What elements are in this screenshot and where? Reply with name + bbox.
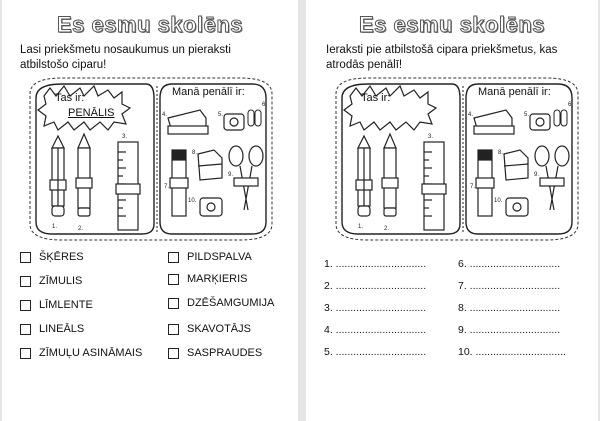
item-number: 9. <box>228 172 234 178</box>
mana-penali-label: Manā penālī ir: <box>172 86 245 98</box>
tas-ir-label: Tas ir: <box>55 92 85 104</box>
checklist-item[interactable]: DZĒŠAMGUMIJA <box>168 297 274 309</box>
answer-line[interactable]: 6. ............................... <box>458 258 561 270</box>
answer-line[interactable]: 1. ............................... <box>324 258 427 270</box>
answer-line[interactable]: 4. ............................... <box>324 324 427 336</box>
item-number: 5. <box>218 112 224 118</box>
item-number: 1. <box>52 224 58 230</box>
checkbox[interactable] <box>168 324 179 335</box>
item-number: 4. <box>162 112 168 118</box>
checklist-item[interactable]: PILDSPALVA <box>168 251 252 263</box>
mana-penali-label: Manā penālī ir: <box>478 86 551 98</box>
checklist-item[interactable]: MARĶIERIS <box>168 273 248 285</box>
item-number: 10. <box>494 198 503 204</box>
checklist-item[interactable]: SKAVOTĀJS <box>168 323 251 335</box>
item-number: 7. <box>164 184 170 190</box>
checkbox[interactable] <box>20 276 31 287</box>
item-number: 6. <box>262 102 268 108</box>
pencil-case-illustration <box>22 74 280 244</box>
checkbox[interactable] <box>20 348 31 359</box>
checkbox[interactable] <box>168 252 179 263</box>
checkbox[interactable] <box>168 274 179 285</box>
checkbox[interactable] <box>20 324 31 335</box>
instruction-text: Ieraksti pie atbilstošā cipara priekšmetus, kas atrodās penālī! <box>326 44 558 71</box>
item-number: 1. <box>358 224 364 230</box>
item-number: 4. <box>468 112 474 118</box>
pencil-case-illustration <box>328 74 586 244</box>
checklist-item[interactable]: SASPRAUDES <box>168 347 262 359</box>
item-checklist <box>20 249 290 369</box>
answer-lines <box>324 258 584 368</box>
item-number: 7. <box>470 184 476 190</box>
item-number: 5. <box>524 112 530 118</box>
tas-ir-label: Tas ir: <box>361 92 391 104</box>
item-number: 8. <box>192 150 198 156</box>
checkbox[interactable] <box>20 252 31 263</box>
checklist-item[interactable]: ZĪMULIS <box>20 275 82 287</box>
item-number: 8. <box>498 150 504 156</box>
answer-line[interactable]: 10. ............................... <box>458 346 566 358</box>
right-worksheet-page <box>306 0 598 421</box>
checkbox[interactable] <box>168 298 179 309</box>
item-number: 2. <box>384 226 390 232</box>
left-worksheet-page <box>2 0 298 421</box>
instruction-text: Lasi priekšmetu nosaukumus un pieraksti atbilstošo ciparu! <box>20 44 231 71</box>
checklist-item[interactable]: LINEĀLS <box>20 323 84 335</box>
answer-line[interactable]: 2. ............................... <box>324 280 427 292</box>
item-number: 3. <box>122 134 128 140</box>
item-number: 2. <box>78 226 84 232</box>
item-number: 3. <box>428 134 434 140</box>
page-title: Es esmu skolēns <box>56 12 244 37</box>
answer-line[interactable]: 3. ............................... <box>324 302 427 314</box>
checkbox[interactable] <box>20 300 31 311</box>
item-number: 6. <box>568 102 574 108</box>
checklist-item[interactable]: LĪMLENTE <box>20 299 93 311</box>
tas-ir-value: PENĀLIS <box>68 107 115 119</box>
answer-line[interactable]: 5. ............................... <box>324 346 427 358</box>
checklist-item[interactable]: ZĪMUĻU ASINĀMAIS <box>20 347 142 359</box>
item-number: 10. <box>188 198 197 204</box>
answer-line[interactable]: 8. ............................... <box>458 302 561 314</box>
checkbox[interactable] <box>168 348 179 359</box>
checklist-item[interactable]: ŠĶĒRES <box>20 251 84 263</box>
answer-line[interactable]: 7. ............................... <box>458 280 561 292</box>
answer-line[interactable]: 9. ............................... <box>458 324 561 336</box>
item-number: 9. <box>534 172 540 178</box>
page-title: Es esmu skolēns <box>358 12 546 37</box>
